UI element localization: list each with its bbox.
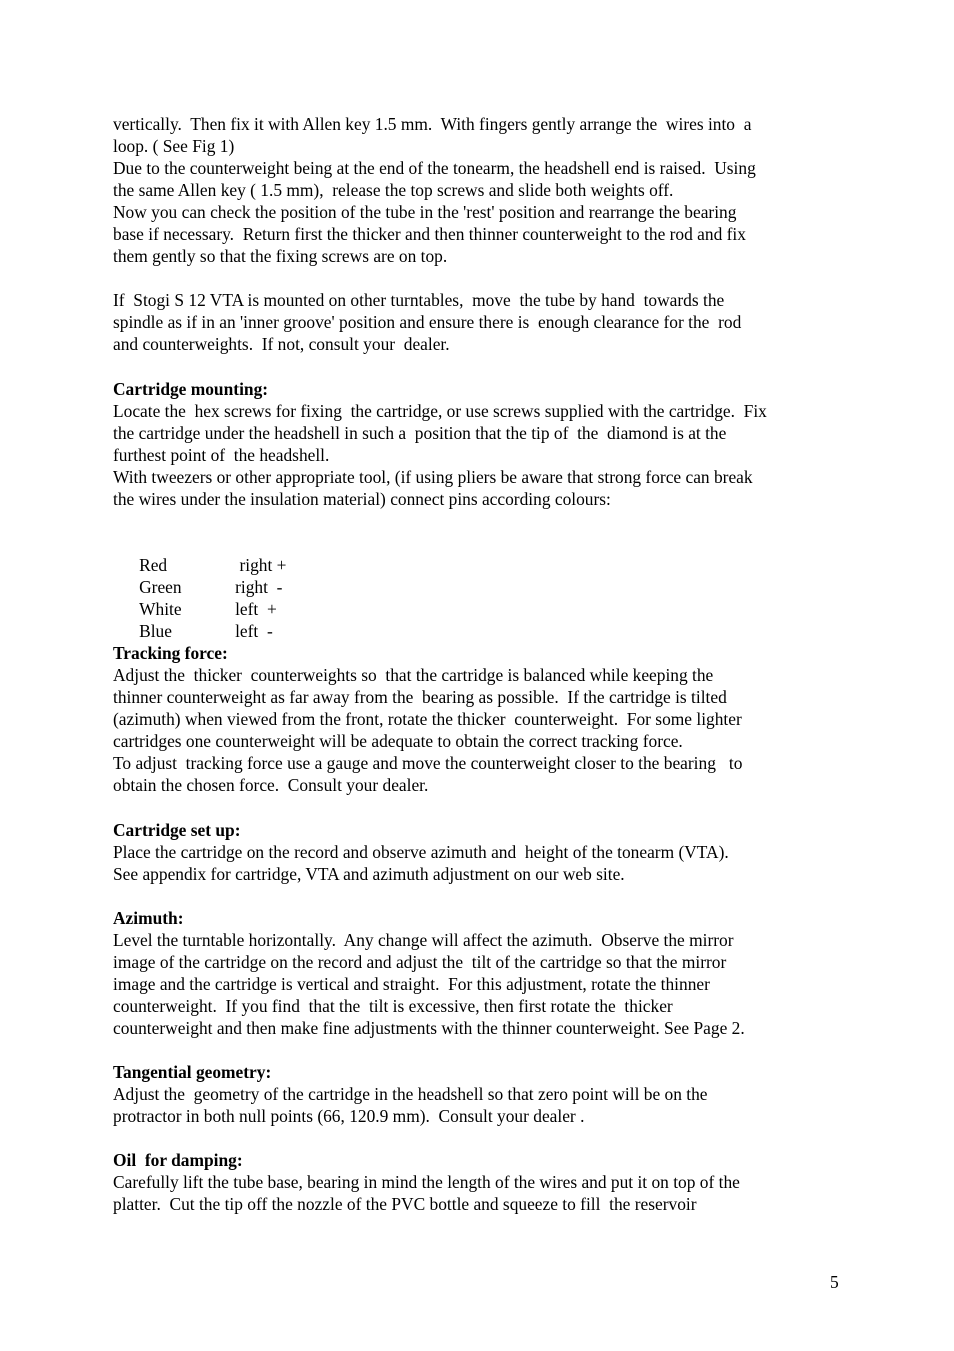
text-line: loop. ( See Fig 1) [113, 136, 235, 157]
cartridge-setup-section [113, 819, 843, 885]
cartridge-mounting-section [113, 378, 843, 510]
pin-connection: right + [235, 554, 287, 575]
text-line: Place the cartridge on the record and observe azimuth and height of the tonearm (VTA). [113, 841, 729, 862]
text-line: furthest point of the headshell. [113, 444, 330, 465]
pin-color: Green [139, 576, 182, 597]
text-line: Adjust the geometry of the cartridge in the headshell so that zero point will be on the [113, 1084, 708, 1105]
text-line: them gently so that the fixing screws are on top. [113, 246, 448, 267]
text-line: Adjust the thicker counterweights so that the cartridge is balanced while keeping the [113, 665, 714, 686]
azimuth-section [113, 907, 843, 1039]
text-line: Due to the counterweight being at the end of the tonearm, the headshell end is raised. Using [113, 158, 756, 179]
blank-line [113, 1127, 843, 1149]
blank-line [113, 1039, 843, 1061]
text-line: the same Allen key ( 1.5 mm), release the top screws and slide both weights off. [113, 180, 674, 201]
text-line: Now you can check the position of the tube in the 'rest' position and rearrange the bearing [113, 202, 737, 223]
text-line: obtain the chosen force. Consult your dealer. [113, 775, 429, 796]
text-line: To adjust tracking force use a gauge and move the counterweight closer to the bearing to [113, 753, 743, 774]
pin-connection: right - [235, 576, 283, 597]
pin-row [113, 532, 843, 575]
tracking-force-section [113, 642, 843, 796]
blank-line [113, 510, 843, 532]
pin-color-list [113, 532, 843, 642]
oil-damping-section [113, 1149, 843, 1215]
pin-color: Red [139, 554, 168, 575]
text-line: (azimuth) when viewed from the front, rotate the thicker counterweight. For some lighter [113, 709, 742, 730]
blank-line [113, 356, 843, 378]
text-line: vertically. Then fix it with Allen key 1.5 mm. With fingers gently arrange the wires into a [113, 114, 752, 134]
pin-connection: left + [235, 599, 277, 620]
pin-connection: left - [235, 621, 273, 642]
tangential-geometry-section [113, 1061, 843, 1127]
text-line: thinner counterweight as far away from the bearing as possible. If the cartridge is tilted [113, 687, 727, 708]
document-page [113, 113, 843, 1215]
text-line: base if necessary. Return first the thicker and then thinner counterweight to the rod and fix [113, 224, 746, 245]
text-line: Level the turntable horizontally. Any change will affect the azimuth. Observe the mirror [113, 929, 734, 950]
text-line: counterweight. If you find that the tilt is excessive, then first rotate the thicker [113, 995, 673, 1016]
blank-line [113, 885, 843, 907]
other-turntables-paragraph [113, 289, 843, 355]
page-number: 5 [830, 1272, 839, 1292]
text-line: With tweezers or other appropriate tool, (if using pliers be aware that strong force can break [113, 466, 753, 487]
section-heading: Oil for damping: [113, 1150, 243, 1171]
text-line: image of the cartridge on the record and adjust the tilt of the cartridge so that the mirror [113, 951, 727, 972]
text-line: spindle as if in an 'inner groove' position and ensure there is enough clearance for the rod [113, 312, 742, 333]
intro-paragraph [113, 113, 843, 267]
text-line: and counterweights. If not, consult your dealer. [113, 334, 450, 355]
section-heading: Tracking force: [113, 643, 228, 664]
text-line: counterweight and then make fine adjustments with the thinner counterweight. See Page 2. [113, 1017, 745, 1038]
section-heading: Cartridge mounting: [113, 378, 269, 399]
section-heading: Azimuth: [113, 907, 184, 928]
text-line: image and the cartridge is vertical and straight. For this adjustment, rotate the thinner [113, 973, 710, 994]
pin-color: Blue [139, 621, 172, 642]
text-line: protractor in both null points (66, 120.9 mm). Consult your dealer . [113, 1106, 585, 1127]
section-heading: Cartridge set up: [113, 819, 241, 840]
blank-line [113, 267, 843, 289]
section-heading: Tangential geometry: [113, 1062, 272, 1083]
text-line: the cartridge under the headshell in such a position that the tip of the diamond is at the [113, 422, 727, 443]
text-line: Locate the hex screws for fixing the cartridge, or use screws supplied with the cartridge. Fix [113, 400, 767, 421]
text-line: If Stogi S 12 VTA is mounted on other turntables, move the tube by hand towards the [113, 290, 725, 311]
text-line: the wires under the insulation material) connect pins according colours: [113, 488, 611, 509]
text-line: platter. Cut the tip off the nozzle of the PVC bottle and squeeze to fill the reservoir [113, 1194, 697, 1215]
text-line: Carefully lift the tube base, bearing in mind the length of the wires and put it on top of the [113, 1172, 740, 1193]
pin-color: White [139, 599, 182, 620]
text-line: cartridges one counterweight will be adequate to obtain the correct tracking force. [113, 731, 683, 752]
blank-line [113, 796, 843, 818]
text-line: See appendix for cartridge, VTA and azimuth adjustment on our web site. [113, 863, 625, 884]
